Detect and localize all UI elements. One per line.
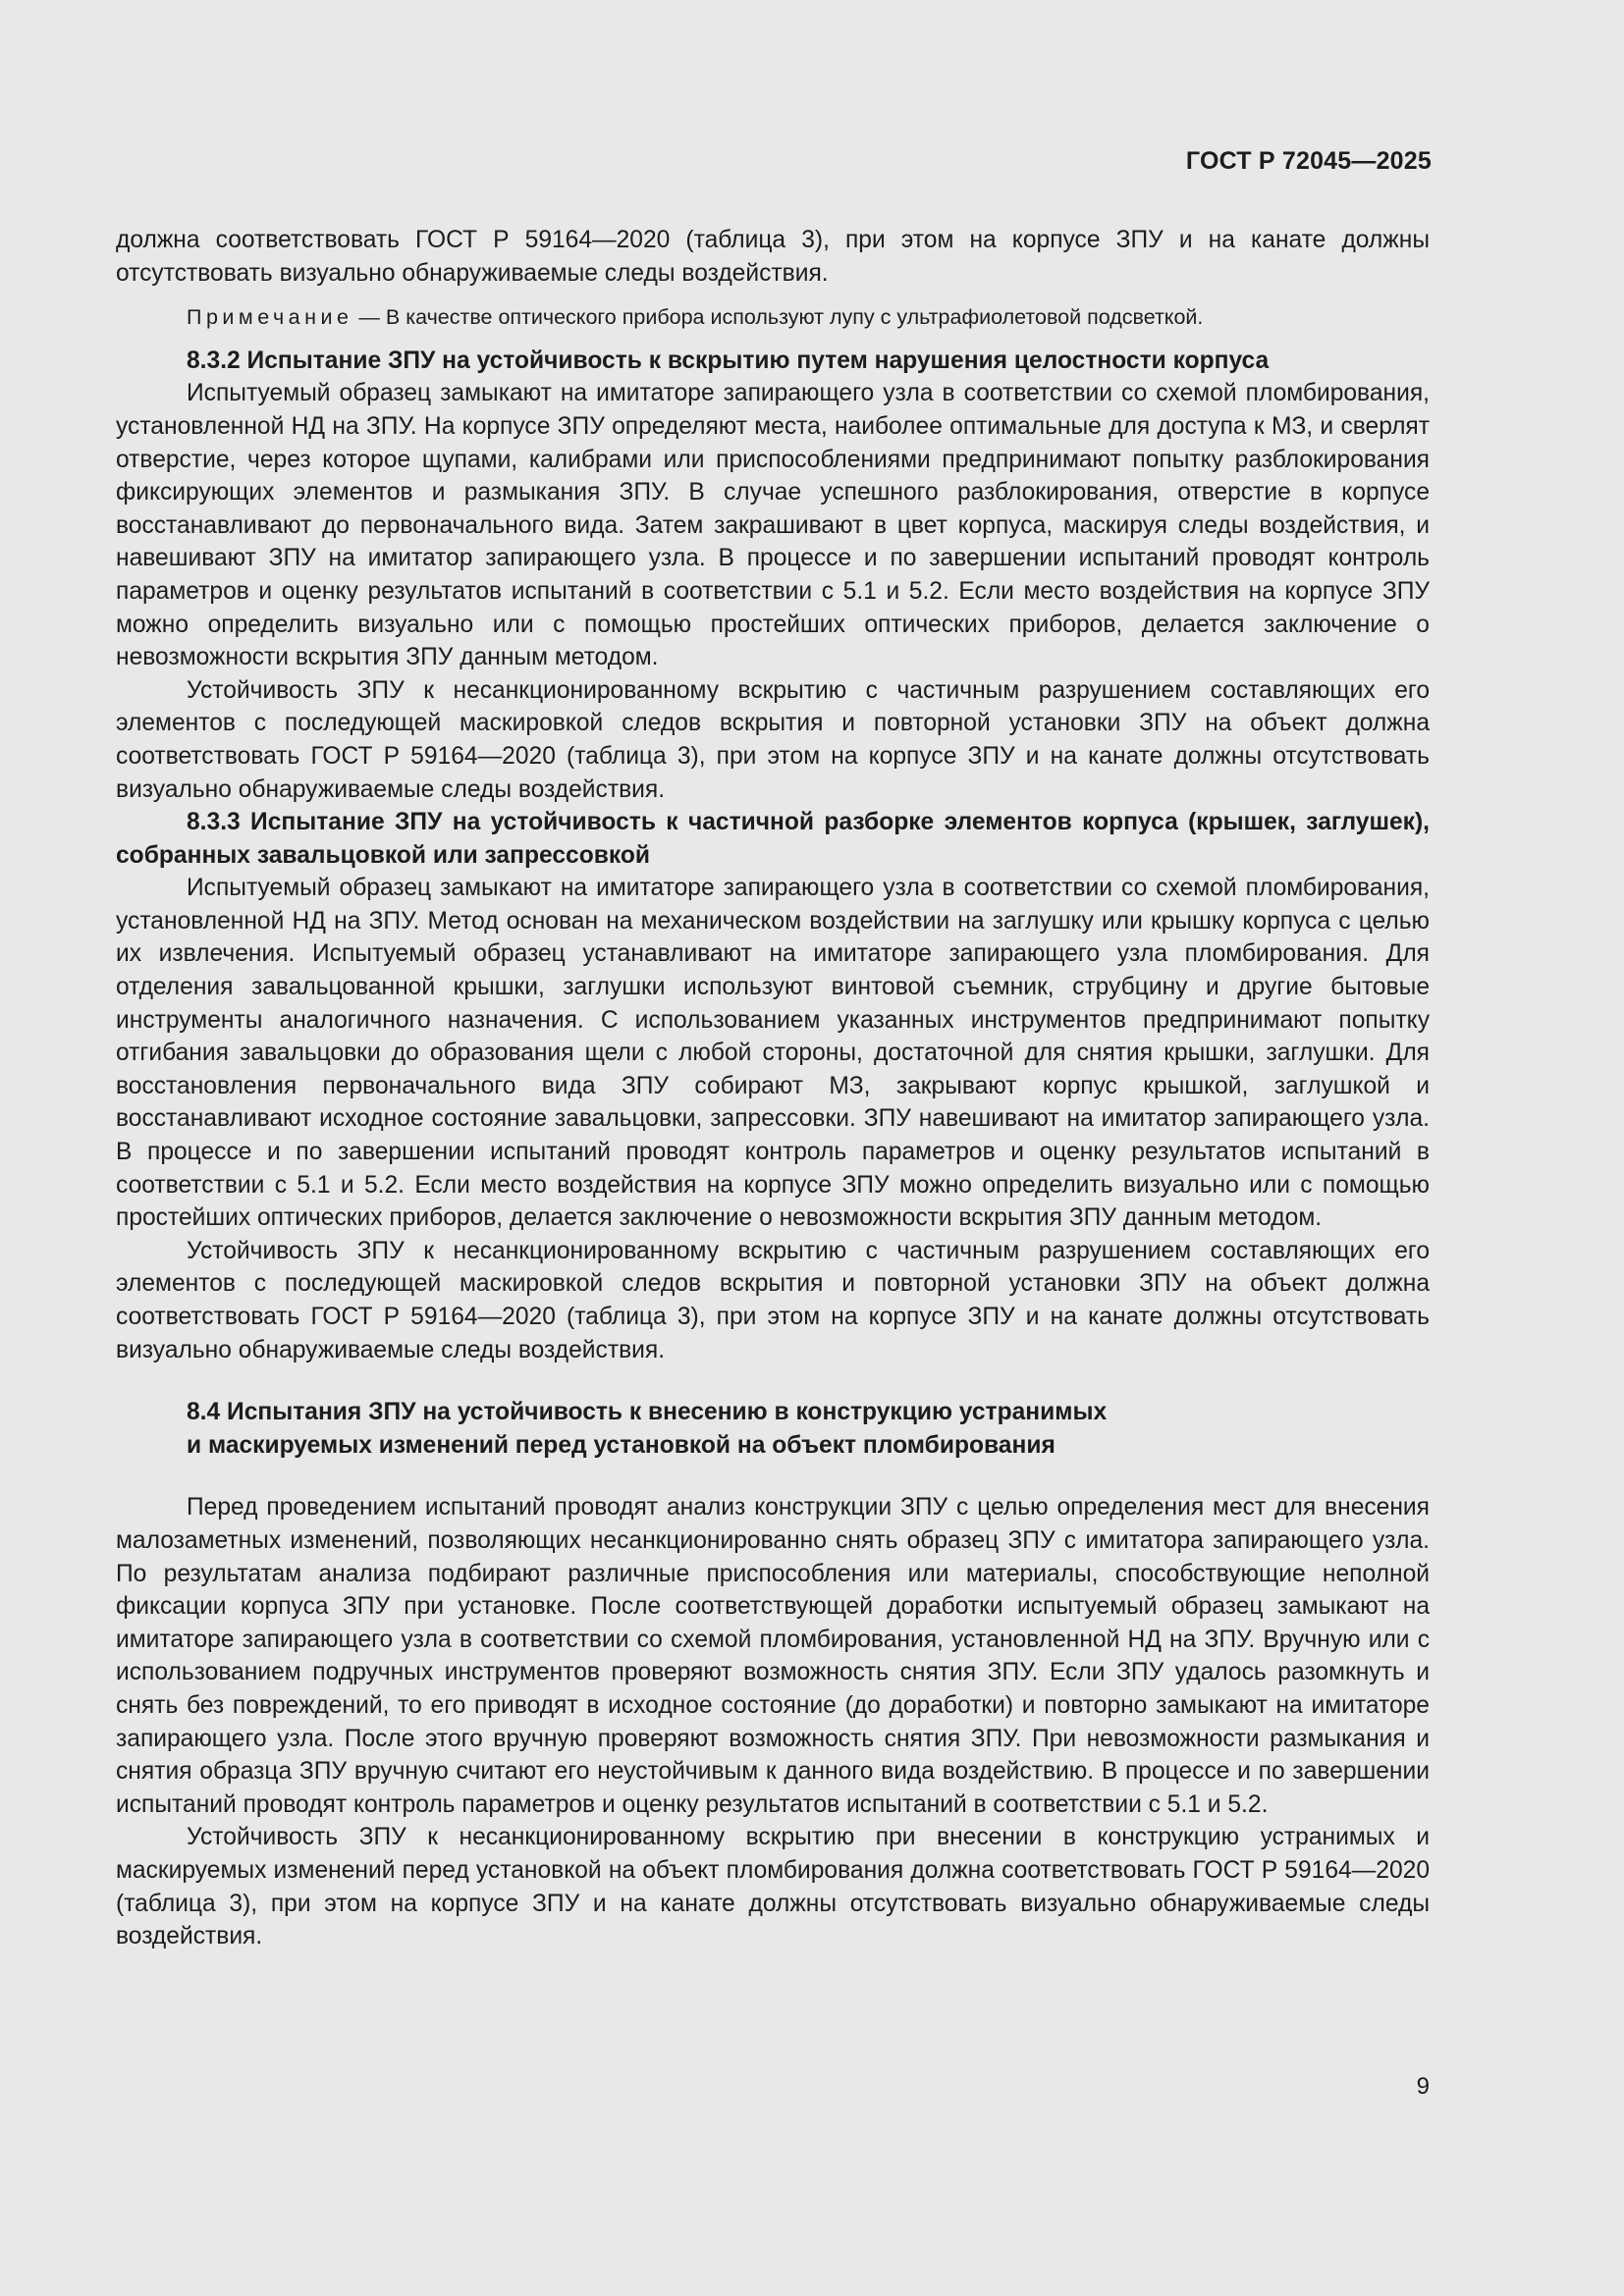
paragraph-8-3-3-2: Устойчивость ЗПУ к несанкционированному вскрытию с частичным разрушением составляющих его элементов с последующей маскировкой следов вскрытия и повторной установки ЗПУ на объект должна соответствовать ГОСТ Р 59164—2020 (таблица 3), при этом на корпусе ЗПУ и на канате должны отсутствовать визуально обнаруживаемые следы воздействия. <box>116 1237 1430 1363</box>
note <box>116 301 1430 335</box>
paragraph-8-4-1: Перед проведением испытаний проводят анализ конструкции ЗПУ с целью определения мест для внесения малозаметных изменений, позволяющих несанкционированно снять образец ЗПУ с имитатора запирающего узла. По результатам анализа подбирают различные приспособления или материалы, способствующие неполной фиксации корпуса ЗПУ при установке. После соответствующей доработки испытуемый образец замыкают на имитаторе запирающего узла в соответствии со схемой пломбирования, установленной НД на ЗПУ. Вручную или с использованием подручных инструментов проверяют возможность снятия ЗПУ. Если ЗПУ удалось разомкнуть и снять без повреждений, то его приводят в исходное состояние (до доработки) и повторно замыкают на имитаторе запирающего узла. После этого вручную проверяют возможность снятия ЗПУ. При невозможности размыкания и снятия образца ЗПУ вручную считают его неустойчивым к данного вида воздействию. В процессе и по завершении испытаний проводят контроль параметров и оценку результатов испытаний в соответствии с 5.1 и 5.2. <box>116 1494 1430 1818</box>
document-body <box>116 224 1430 1953</box>
note-label: Примечание <box>187 305 353 330</box>
page-number: 9 <box>1416 2073 1430 2100</box>
heading-8-4-line2: и маскируемых изменений перед установкой на объект пломбирования <box>187 1431 1056 1459</box>
document-header: ГОСТ Р 72045—2025 <box>1185 147 1432 175</box>
heading-8-4 <box>116 1396 1430 1462</box>
paragraph-8-4-2: Устойчивость ЗПУ к несанкционированному вскрытию при внесении в конструкцию устранимых и маскируемых изменений перед установкой на объект пломбирования должна соответствовать ГОСТ Р 59164—2020 (таблица 3), при этом на корпусе ЗПУ и на канате должны отсутствовать визуально обнаруживаемые следы воздействия. <box>116 1824 1430 1950</box>
note-text: — В качестве оптического прибора используют лупу с ультрафиолетовой подсветкой. <box>352 305 1204 330</box>
heading-8-3-3: 8.3.3 Испытание ЗПУ на устойчивость к частичной разборке элементов корпуса (крышек, заглушек), собранных завальцовкой или запрессовкой <box>116 809 1430 869</box>
paragraph-intro: должна соответствовать ГОСТ Р 59164—2020 (таблица 3), при этом на корпусе ЗПУ и на канате должны отсутствовать визуально обнаруживаемые следы воздействия. <box>116 227 1430 287</box>
heading-8-4-line1: 8.4 Испытания ЗПУ на устойчивость к внесению в конструкцию устранимых <box>187 1399 1108 1426</box>
heading-8-3-2: 8.3.2 Испытание ЗПУ на устойчивость к вскрытию путем нарушения целостности корпуса <box>187 347 1270 374</box>
paragraph-8-3-3-1: Испытуемый образец замыкают на имитаторе запирающего узла в соответствии со схемой пломбирования, установленной НД на ЗПУ. Метод основан на механическом воздействии на заглушку или крышку корпуса с целью их извлечения. Испытуемый образец устанавливают на имитаторе запирающего узла пломбирования. Для отделения завальцованной крышки, заглушки используют винтовой съемник, струбцину и другие бытовые инструменты аналогичного назначения. С использованием указанных инструментов предпринимают попытку отгибания завальцовки до образования щели с любой стороны, достаточной для снятия крышки, заглушки. Для восстановления первоначального вида ЗПУ собирают МЗ, закрывают корпус крышкой, заглушкой и восстанавливают исходное состояние завальцовки, запрессовки. ЗПУ навешивают на имитатор запирающего узла. В процессе и по завершении испытаний проводят контроль параметров и оценку результатов испытаний в соответствии с 5.1 и 5.2. Если место воздействия на корпусе ЗПУ можно определить визуально или с помощью простейших оптических приборов, делается заключение о невозможности вскрытия ЗПУ данным методом. <box>116 875 1430 1232</box>
paragraph-8-3-2-2: Устойчивость ЗПУ к несанкционированному вскрытию с частичным разрушением составляющих его элементов с последующей маскировкой следов вскрытия и повторной установки ЗПУ на объект должна соответствовать ГОСТ Р 59164—2020 (таблица 3), при этом на корпусе ЗПУ и на канате должны отсутствовать визуально обнаруживаемые следы воздействия. <box>116 676 1430 803</box>
paragraph-8-3-2-1: Испытуемый образец замыкают на имитаторе запирающего узла в соответствии со схемой пломбирования, установленной НД на ЗПУ. На корпусе ЗПУ определяют места, наиболее оптимальные для доступа к МЗ, и сверлят отверстие, через которое щупами, калибрами или приспособлениями предпринимают попытку разблокирования фиксирующих элементов и размыкания ЗПУ. В случае успешного разблокирования, отверстие в корпусе восстанавливают до первоначального вида. Затем закрашивают в цвет корпуса, маскируя следы воздействия, и навешивают ЗПУ на имитатор запирающего узла. В процессе и по завершении испытаний проводят контроль параметров и оценку результатов испытаний в соответствии с 5.1 и 5.2. Если место воздействия на корпусе ЗПУ можно определить визуально или с помощью простейших оптических приборов, делается заключение о невозможности вскрытия ЗПУ данным методом. <box>116 380 1430 671</box>
